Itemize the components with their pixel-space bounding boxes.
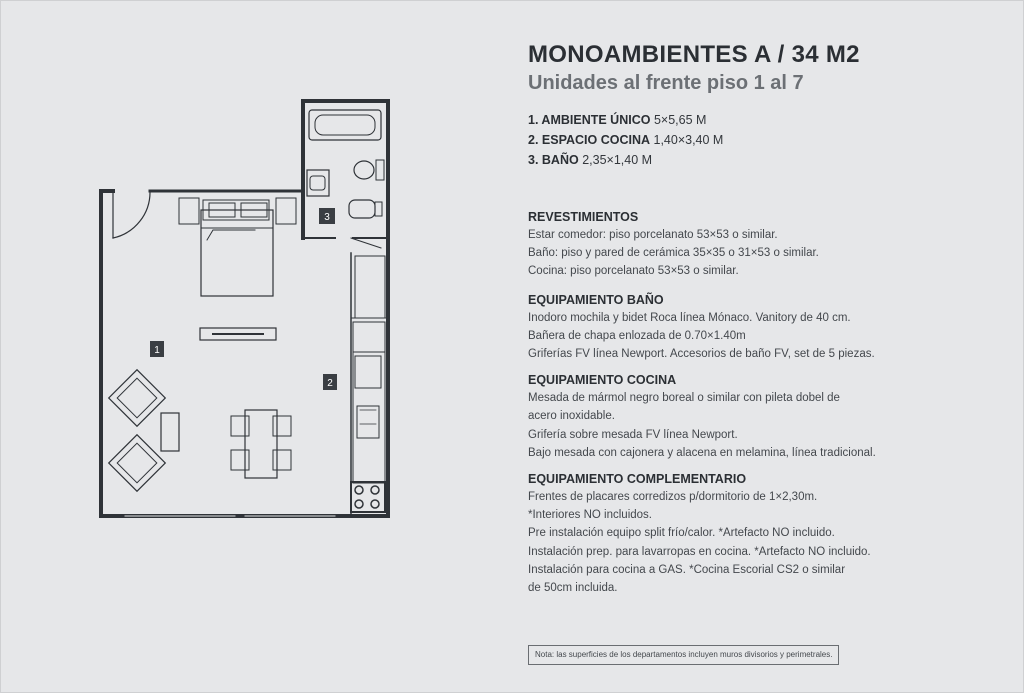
marker-3: 3 bbox=[324, 212, 330, 223]
room-label: 2. ESPACIO COCINA bbox=[528, 133, 651, 147]
section-title: EQUIPAMIENTO BAÑO bbox=[528, 292, 664, 307]
page-subtitle: Unidades al frente piso 1 al 7 bbox=[528, 72, 804, 94]
section-line: *Interiores NO incluidos. bbox=[528, 509, 652, 522]
room-label: 3. BAÑO bbox=[528, 153, 579, 167]
section-equipamiento-cocina bbox=[528, 371, 998, 462]
section-title: REVESTIMIENTOS bbox=[528, 210, 639, 224]
room-markers bbox=[150, 208, 337, 390]
section-line: Pre instalación equipo split frío/calor. *Artefacto NO incluido. bbox=[528, 527, 835, 540]
room-label: 1. AMBIENTE ÚNICO bbox=[528, 113, 651, 127]
section-line: Estar comedor: piso porcelanato 53×53 o similar. bbox=[528, 229, 778, 241]
section-line: de 50cm incluida. bbox=[528, 582, 618, 595]
room-size: 5×5,65 M bbox=[653, 113, 707, 127]
section-line: Bañera de chapa enlozada de 0.70×1.40m bbox=[528, 329, 746, 342]
room-item bbox=[528, 130, 998, 150]
room-size: 1,40×3,40 M bbox=[653, 133, 724, 147]
section-equipamiento-complementario bbox=[528, 470, 998, 597]
section-line: Grifería sobre mesada FV línea Newport. bbox=[528, 428, 738, 441]
section-line: Inodoro mochila y bidet Roca línea Mónaco. Vanitory de 40 cm. bbox=[528, 311, 851, 324]
section-line: Griferías FV línea Newport. Accesorios de baño FV, set de 5 piezas. bbox=[528, 348, 875, 361]
room-item bbox=[528, 110, 998, 130]
section-line: Frentes de placares corredizos p/dormitorio de 1×2,30m. bbox=[528, 491, 818, 504]
section-revestimientos bbox=[528, 208, 998, 281]
section-line: Instalación para cocina a GAS. *Cocina Escorial CS2 o similar bbox=[528, 563, 846, 576]
room-list bbox=[528, 110, 998, 170]
section-line: Mesada de mármol negro boreal o similar con pileta dobel de bbox=[528, 392, 840, 405]
section-line: acero inoxidable. bbox=[528, 410, 615, 423]
marker-1: 1 bbox=[154, 345, 160, 356]
room-size: 2,35×1,40 M bbox=[582, 153, 653, 167]
room-item bbox=[528, 150, 998, 170]
marker-2: 2 bbox=[327, 378, 333, 389]
section-line: Cocina: piso porcelanato 53×53 o similar. bbox=[528, 265, 739, 278]
section-title: EQUIPAMIENTO COMPLEMENTARIO bbox=[528, 472, 747, 487]
page-title: MONOAMBIENTES A / 34 M2 bbox=[528, 41, 860, 68]
footnote: Nota: las superficies de los departamentos incluyen muros divisorios y perimetrales. bbox=[528, 645, 839, 665]
section-title: EQUIPAMIENTO COCINA bbox=[528, 373, 677, 388]
section-line: Baño: piso y pared de cerámica 35×35 o 31×53 o similar. bbox=[528, 247, 819, 260]
section-equipamiento-bano bbox=[528, 291, 998, 364]
floor-plan bbox=[95, 98, 395, 523]
specs-column bbox=[528, 40, 998, 597]
section-line: Bajo mesada con cajonera y alacena en melamina, línea tradicional. bbox=[528, 446, 876, 459]
section-line: Instalación prep. para lavarropas en cocina. *Artefacto NO incluido. bbox=[528, 545, 871, 558]
